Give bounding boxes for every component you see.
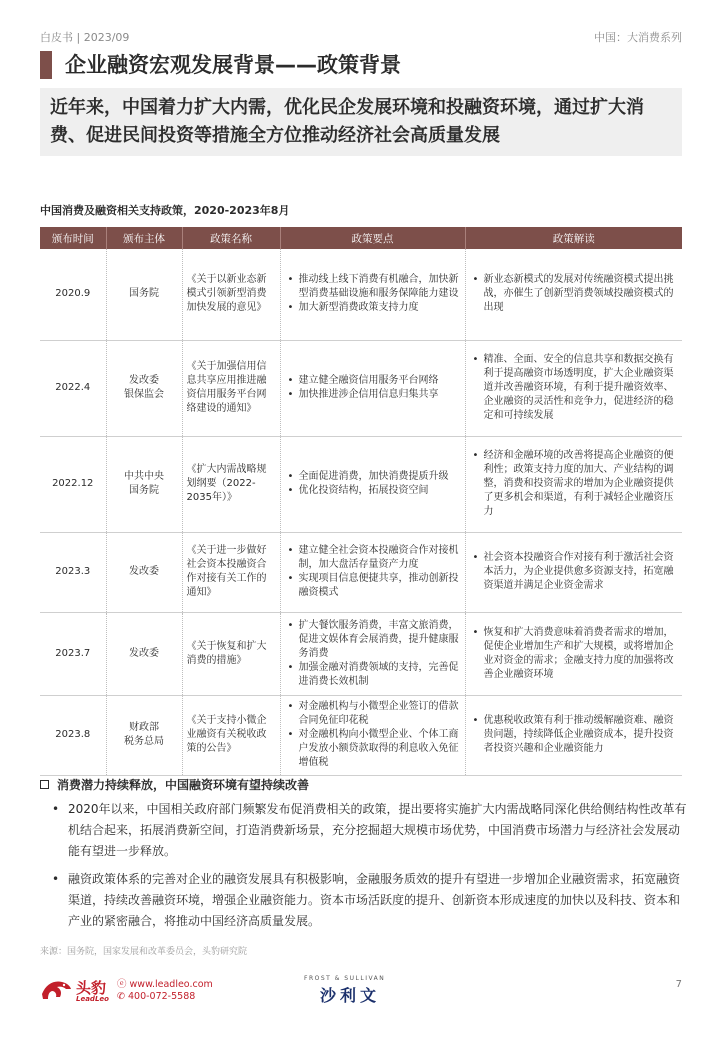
policy-date: 2022.4	[40, 340, 106, 436]
policy-points	[280, 612, 465, 695]
policy-points	[280, 695, 465, 775]
policy-table	[40, 227, 682, 776]
report-series: 中国：大消费系列	[594, 31, 682, 44]
partner-logo-en: FROST & SULLIVAN	[304, 975, 386, 982]
list-item: • 精准、全面、安全的信息共享和数据交换有利于提高融资市场透明度，扩大企业融资渠道并改善融资环境，有利于提升融资效率、企业融资的灵活性和竞争力，促进经济的稳定和可持续发展	[470, 353, 679, 423]
source-note: 来源：国务院，国家发展和改革委员会，头豹研究院	[40, 947, 248, 957]
policy-issuer: 发改委	[106, 612, 182, 695]
table-row	[40, 249, 682, 340]
table-title: 中国消费及融资相关支持政策，2020-2023年8月	[40, 204, 290, 217]
partner-logo-cn: 沙利文	[320, 986, 381, 1005]
policy-name: 《关于加强信用信息共享应用推进融资信用服务平台网络建设的通知》	[182, 340, 280, 436]
list-item: • 加强金融对消费领域的支持，完善促进消费长效机制	[285, 661, 461, 689]
brand-website[interactable]: ⓔ www.leadleo.com	[117, 979, 213, 990]
header-date: 颁布时间	[40, 227, 106, 249]
brand-name-en: LeadLeo	[76, 995, 109, 1003]
bullet-dot-icon: •	[52, 872, 60, 886]
policy-issuer: 发改委	[106, 532, 182, 612]
globe-icon: ⓔ	[117, 979, 130, 990]
policy-issuer: 财政部 税务总局	[106, 695, 182, 775]
checkbox-square-icon	[40, 780, 49, 789]
table-row	[40, 695, 682, 775]
brand-phone: ✆ 400-072-5588	[117, 991, 196, 1002]
policy-issuer: 中共中央 国务院	[106, 436, 182, 532]
header-name: 政策名称	[182, 227, 280, 249]
phone-icon: ✆	[117, 991, 128, 1002]
list-item: • 实现项目信息便捷共享，推动创新投融资模式	[285, 572, 461, 600]
list-item: • 对金融机构向小微型企业、个体工商户发放小额贷款取得的利息收入免征增值税	[285, 728, 461, 770]
policy-date: 2023.8	[40, 695, 106, 775]
header-org: 颁布主体	[106, 227, 182, 249]
title-accent-bar	[40, 51, 52, 79]
page-subtitle: 近年来，中国着力扩大内需，优化民企发展环境和投融资环境，通过扩大消费、促进民间投资等措施全方位推动经济社会高质量发展	[50, 97, 644, 146]
policy-analysis	[465, 532, 682, 612]
list-item: • 优惠税收政策有利于推动缓解融资难、融资贵问题，持续降低企业融资成本，提升投资者投资兴趣和企业融资能力	[470, 714, 679, 756]
policy-points	[280, 249, 465, 340]
table-row	[40, 612, 682, 695]
policy-points	[280, 340, 465, 436]
section-heading-text: 消费潜力持续释放，中国融资环境有望持续改善	[57, 778, 310, 792]
list-item: • 优化投资结构，拓展投资空间	[285, 484, 461, 498]
header-points: 政策要点	[280, 227, 465, 249]
policy-issuer: 国务院	[106, 249, 182, 340]
section-heading	[40, 776, 309, 793]
list-item: • 加快推进涉企信用信息归集共享	[285, 388, 461, 402]
policy-name: 《扩大内需战略规划纲要（2022-2035年）》	[182, 436, 280, 532]
policy-points	[280, 532, 465, 612]
list-item: • 扩大餐饮服务消费，丰富文旅消费，促进文娱体育会展消费，提升健康服务消费	[285, 619, 461, 661]
page-title: 企业融资宏观发展背景——政策背景	[65, 53, 401, 77]
policy-analysis	[465, 249, 682, 340]
table-row	[40, 340, 682, 436]
bullet-text: 2020年以来，中国相关政府部门频繁发布促消费相关的政策，提出要将实施扩大内需战略同深化供给侧结构性改革有机结合起来，拓展消费新空间，打造消费新场景，充分挖掘超大规模市场优势，中国消费市场潜力与经济社会发展动能有望进一步释放。	[68, 802, 687, 858]
leopard-logo-icon	[40, 976, 72, 1002]
list-item: • 全面促进消费，加快消费提质升级	[285, 470, 461, 484]
list-item: • 新业态新模式的发展对传统融资模式提出挑战，亦催生了创新型消费领域投融资模式的出现	[470, 273, 679, 315]
policy-name: 《关于恢复和扩大消费的措施》	[182, 612, 280, 695]
policy-analysis	[465, 340, 682, 436]
policy-name: 《关于以新业态新模式引领新型消费加快发展的意见》	[182, 249, 280, 340]
header-analysis: 政策解读	[465, 227, 682, 249]
policy-date: 2022.12	[40, 436, 106, 532]
list-item: • 对金融机构与小微型企业签订的借款合同免征印花税	[285, 700, 461, 728]
brand-name: 头豹	[76, 979, 107, 997]
page-number: 7	[675, 979, 682, 990]
table-row	[40, 436, 682, 532]
policy-date: 2023.3	[40, 532, 106, 612]
list-item: • 建立健全社会资本投融资合作对接机制，加大盘活存量资产力度	[285, 544, 461, 572]
policy-name: 《关于支持小微企业融资有关税收政策的公告》	[182, 695, 280, 775]
list-item: • 社会资本投融资合作对接有利于激活社会资本活力，为企业提供愈多资源支持，拓宽融资渠道并满足企业资金需求	[470, 551, 679, 593]
policy-analysis	[465, 436, 682, 532]
policy-points	[280, 436, 465, 532]
policy-analysis	[465, 612, 682, 695]
subtitle-box	[40, 88, 682, 156]
policy-date: 2023.7	[40, 612, 106, 695]
list-item: • 经济和金融环境的改善将提高企业融资的便利性；政策支持力度的加大、产业结构的调整，消费和投资需求的增加为企业融资提供了更多机会和渠道，有利于减轻企业融资压力	[470, 449, 679, 519]
list-item: • 建立健全融资信用服务平台网络	[285, 374, 461, 388]
policy-analysis	[465, 695, 682, 775]
list-item	[52, 799, 687, 862]
report-type-date: 白皮书 | 2023/09	[40, 31, 130, 44]
table-row	[40, 532, 682, 612]
bullet-text: 融资政策体系的完善对企业的融资发展具有积极影响，金融服务质效的提升有望进一步增加企业融资需求，拓宽融资渠道，持续改善融资环境，增强企业融资能力。资本市场活跃度的提升、创新资本形成速度的加快以及科技、资本和产业的紧密融合，将推动中国经济高质量发展。	[68, 872, 681, 928]
table-header-row	[40, 227, 682, 249]
list-item: • 推动线上线下消费有机融合，加快新型消费基础设施和服务保障能力建设	[285, 273, 461, 301]
policy-name: 《关于进一步做好社会资本投融资合作对接有关工作的通知》	[182, 532, 280, 612]
list-item: • 恢复和扩大消费意味着消费者需求的增加，促使企业增加生产和扩大规模，或将增加企业对资金的需求；金融支持力度的加强将改善企业融资环境	[470, 626, 679, 682]
bullet-dot-icon: •	[52, 802, 60, 816]
policy-issuer: 发改委 银保监会	[106, 340, 182, 436]
list-item	[52, 869, 687, 932]
list-item: • 加大新型消费政策支持力度	[285, 301, 461, 315]
policy-date: 2020.9	[40, 249, 106, 340]
